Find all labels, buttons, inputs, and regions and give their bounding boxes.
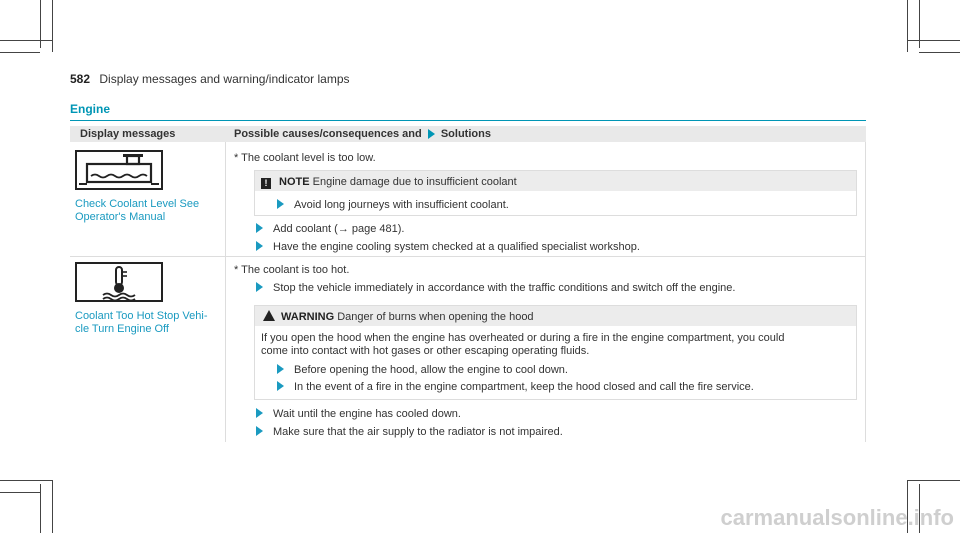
cause-text: * The coolant is too hot. bbox=[234, 264, 350, 276]
page-header bbox=[70, 72, 350, 86]
crop-mark bbox=[907, 0, 908, 52]
table-header bbox=[70, 126, 866, 142]
col-display-messages: Display messages bbox=[80, 128, 176, 140]
solution-step: Wait until the engine has cooled down. bbox=[256, 407, 461, 421]
row-divider bbox=[70, 256, 866, 257]
solution-step: Stop the vehicle immediately in accordance with the traffic conditions and switch off the engine. bbox=[256, 281, 735, 295]
coolant-temperature-icon bbox=[75, 262, 163, 302]
warning-header-text: WARNING Danger of burns when opening the hood bbox=[263, 310, 534, 324]
solution-step: Have the engine cooling system checked at a qualified specialist workshop. bbox=[256, 240, 640, 254]
step-arrow-icon bbox=[277, 199, 284, 209]
warning-body: If you open the hood when the engine has overheated or during a fire in the engine compartment, you could bbox=[261, 332, 785, 344]
crop-mark bbox=[40, 484, 41, 533]
warning-triangle-icon bbox=[263, 310, 275, 321]
crop-mark bbox=[52, 480, 53, 533]
coolant-level-icon bbox=[75, 150, 163, 190]
solutions-arrow-icon bbox=[428, 129, 435, 139]
col-causes-label: Possible causes/consequences and bbox=[234, 128, 422, 140]
crop-mark bbox=[919, 52, 960, 53]
col-possible-causes bbox=[234, 128, 491, 140]
crop-mark bbox=[52, 0, 53, 52]
note-box bbox=[254, 170, 857, 216]
note-step: Avoid long journeys with insufficient coolant. bbox=[277, 198, 509, 212]
table-right-border bbox=[865, 142, 866, 442]
warning-step: In the event of a fire in the engine compartment, keep the hood closed and call the fire service. bbox=[277, 380, 754, 394]
step-arrow-icon bbox=[256, 241, 263, 251]
message-coolant-too-hot: Coolant Too Hot Stop Vehi- cle Turn Engine Off bbox=[75, 310, 208, 335]
watermark: carmanualsonline.info bbox=[720, 505, 954, 530]
thermometer-icon bbox=[77, 264, 161, 300]
crop-mark bbox=[0, 52, 40, 53]
warning-step: Before opening the hood, allow the engine to cool down. bbox=[277, 363, 568, 377]
message-check-coolant-level: Check Coolant Level See Operator's Manual bbox=[75, 198, 200, 223]
crop-mark bbox=[0, 492, 40, 493]
crop-mark bbox=[0, 480, 52, 481]
page-number: 582 bbox=[70, 72, 91, 86]
crop-mark bbox=[907, 480, 960, 481]
step-arrow-icon bbox=[277, 381, 284, 391]
warning-body: come into contact with hot gases or other escaping operating fluids. bbox=[261, 345, 590, 357]
step-arrow-icon bbox=[277, 364, 284, 374]
page-header-title: Display messages and warning/indicator lamps bbox=[99, 72, 350, 86]
cause-text: * The coolant level is too low. bbox=[234, 152, 376, 164]
step-arrow-icon bbox=[256, 223, 263, 233]
section-divider bbox=[70, 120, 866, 121]
section-title: Engine bbox=[70, 102, 111, 116]
col-solutions-label: Solutions bbox=[440, 128, 491, 140]
warning-box bbox=[254, 305, 857, 400]
step-arrow-icon bbox=[256, 282, 263, 292]
note-header-text: ! NOTE Engine damage due to insufficient coolant bbox=[261, 175, 517, 189]
coolant-reservoir-icon bbox=[77, 152, 161, 188]
crop-mark bbox=[0, 40, 52, 41]
column-divider bbox=[225, 142, 226, 442]
step-arrow-icon bbox=[256, 426, 263, 436]
step-arrow-icon bbox=[256, 408, 263, 418]
crop-mark bbox=[907, 40, 960, 41]
solution-step: Make sure that the air supply to the radiator is not impaired. bbox=[256, 425, 563, 439]
solution-step: Add coolant (→ page 481). bbox=[256, 222, 404, 236]
note-icon: ! bbox=[261, 178, 271, 189]
